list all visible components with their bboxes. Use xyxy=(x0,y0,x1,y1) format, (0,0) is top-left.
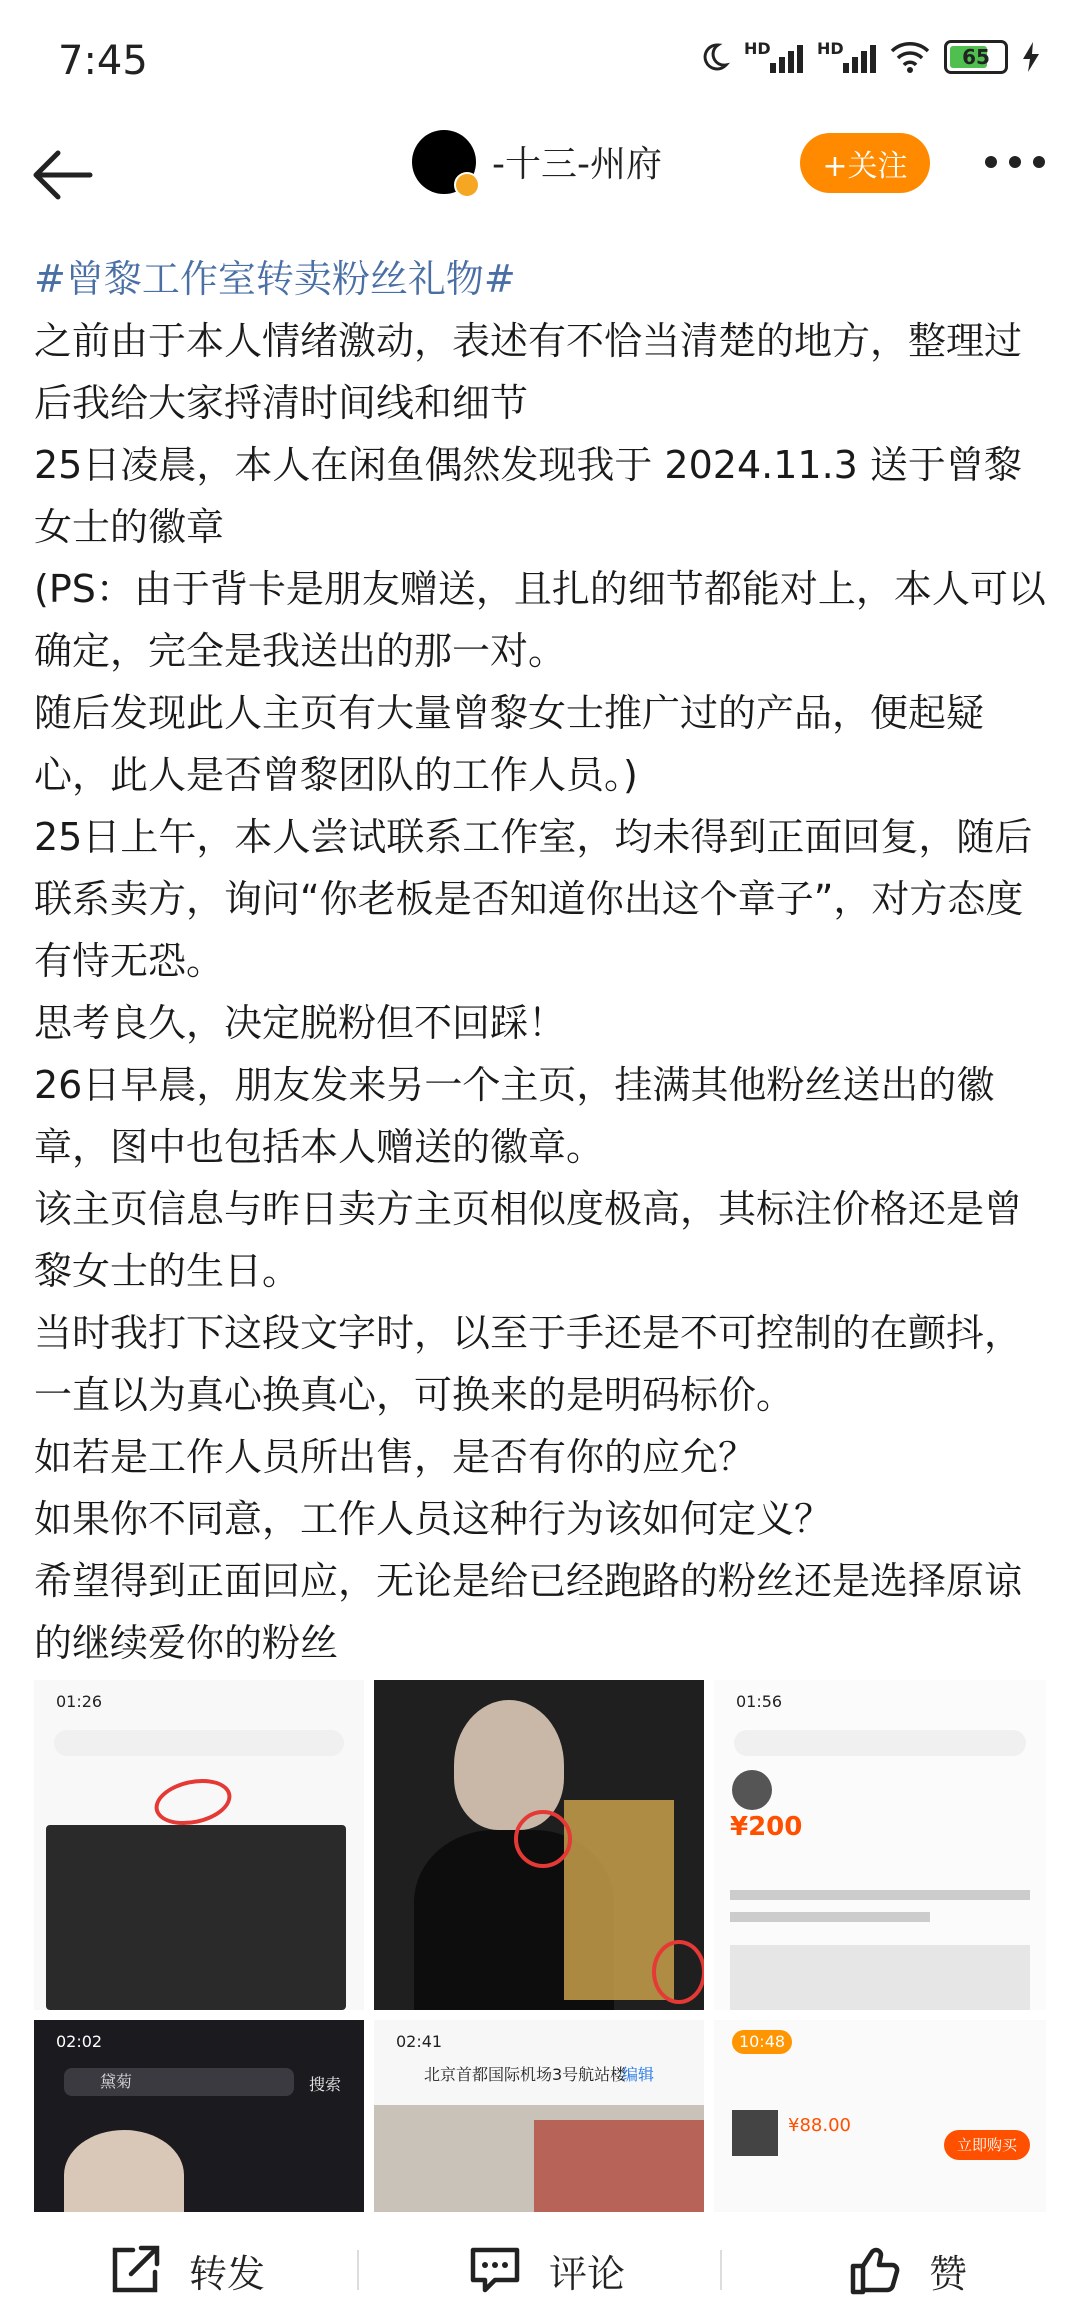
thumb-time: 01:56 xyxy=(736,1692,783,1711)
post-image-6[interactable] xyxy=(714,2020,1046,2212)
bottom-action-bar xyxy=(0,2220,1080,2320)
thumb-time: 10:48 xyxy=(732,2030,792,2054)
post-body xyxy=(34,248,1054,1674)
status-time: 7:45 xyxy=(58,38,148,84)
verified-badge-icon xyxy=(454,172,480,198)
listing-text xyxy=(730,1912,930,1922)
post-line: 该主页信息与昨日卖方主页相似度极高，其标注价格还是曾黎女士的生日。 xyxy=(34,1187,1023,1293)
repost-label: 转发 xyxy=(189,2251,266,2296)
thumb-time: 02:41 xyxy=(396,2032,443,2051)
item-photo xyxy=(732,2110,778,2156)
post-image-5[interactable] xyxy=(374,2020,704,2212)
thumb-price: ¥200 xyxy=(730,1812,803,1842)
album-photo xyxy=(46,1825,346,2010)
divider xyxy=(720,2250,722,2290)
comment-label: 评论 xyxy=(549,2251,626,2296)
comment-icon xyxy=(465,2240,525,2300)
listing-photo xyxy=(730,1945,1030,2010)
post-image-3[interactable] xyxy=(714,1680,1046,2010)
post-line: 随后发现此人主页有大量曾黎女士推广过的产品，便起疑心，此人是否曾黎团队的工作人员。) xyxy=(34,691,985,797)
thumb-search-input: 黛菊 xyxy=(64,2068,294,2096)
battery-icon: 65 xyxy=(944,40,1008,74)
post-line: 当时我打下这段文字时，以至于手还是不可控制的在颤抖，一直以为真心换真心，可换来的是明码标价。 xyxy=(34,1311,1023,1417)
hashtag-link[interactable]: #曾黎工作室转卖粉丝礼物# xyxy=(34,257,516,301)
post-line: 希望得到正面回应，无论是给已经跑路的粉丝还是选择原谅的继续爱你的粉丝 xyxy=(34,1559,1023,1665)
red-circle-mark xyxy=(514,1810,572,1868)
status-bar xyxy=(0,0,1080,120)
follow-button[interactable]: +关注 xyxy=(800,133,930,193)
red-circle-mark xyxy=(652,1940,704,2004)
share-icon xyxy=(105,2240,165,2300)
red-circle-mark xyxy=(150,1772,235,1831)
thumbs-up-icon xyxy=(845,2240,905,2300)
thumb-price: ¥88.00 xyxy=(788,2115,851,2136)
post-line: 26日早晨，朋友发来另一个主页，挂满其他粉丝送出的徽章，图中也包括本人赠送的徽章。 xyxy=(34,1063,995,1169)
post-line: 25日上午，本人尝试联系工作室，均未得到正面回复，随后联系卖方，询问“你老板是否知道你出这个章子”，对方态度有恃无恐。 xyxy=(34,815,1033,983)
thumb-buy-button: 立即购买 xyxy=(944,2130,1030,2160)
post-line: (PS：由于背卡是朋友赠送，且扎的细节都能对上，本人可以确定，完全是我送出的那一对。 xyxy=(34,567,1046,673)
post-line: 25日凌晨，本人在闲鱼偶然发现我于 2024.11.3 送于曾黎女士的徽章 xyxy=(34,443,1022,549)
repost-button[interactable] xyxy=(105,2238,265,2302)
thumb-search-bar xyxy=(54,1730,344,1756)
thumb-search-button: 搜索 xyxy=(309,2075,342,2094)
wifi-icon xyxy=(890,41,930,73)
post-line: 思考良久，决定脱粉但不回踩！ xyxy=(34,1001,567,1045)
status-icons xyxy=(698,40,1040,74)
thumb-edit: 编辑 xyxy=(622,2065,655,2084)
post-image-2[interactable] xyxy=(374,1680,704,2010)
thumb-location: 北京首都国际机场3号航站楼 xyxy=(424,2065,627,2084)
signal-icon-2: HD xyxy=(817,41,876,73)
like-label: 赞 xyxy=(929,2251,968,2296)
post-image-1[interactable] xyxy=(34,1680,364,2010)
moon-icon xyxy=(698,41,730,73)
post-image-4[interactable] xyxy=(34,2020,364,2212)
airport-photo-detail xyxy=(534,2120,704,2212)
thumb-time: 02:02 xyxy=(56,2032,103,2051)
post-line: 如果你不同意，工作人员这种行为该如何定义？ xyxy=(34,1497,833,1541)
divider xyxy=(357,2250,359,2290)
thumb-search-bar xyxy=(734,1730,1026,1756)
more-icon[interactable] xyxy=(985,150,1045,174)
post-line: 如若是工作人员所出售，是否有你的应允？ xyxy=(34,1435,757,1479)
result-face xyxy=(64,2130,184,2212)
like-button[interactable] xyxy=(845,2238,967,2302)
charging-icon xyxy=(1022,42,1040,72)
post-line: 之前由于本人情绪激动，表述有不恰当清楚的地方，整理过后我给大家捋清时间线和细节 xyxy=(34,319,1023,425)
comment-button[interactable] xyxy=(465,2238,625,2302)
username[interactable]: -十三-州府 xyxy=(492,144,662,185)
back-arrow-icon[interactable] xyxy=(28,140,98,210)
listing-text xyxy=(730,1890,1030,1900)
seller-avatar xyxy=(732,1770,772,1810)
signal-icon-1: HD xyxy=(744,41,803,73)
thumb-time: 01:26 xyxy=(56,1692,103,1711)
